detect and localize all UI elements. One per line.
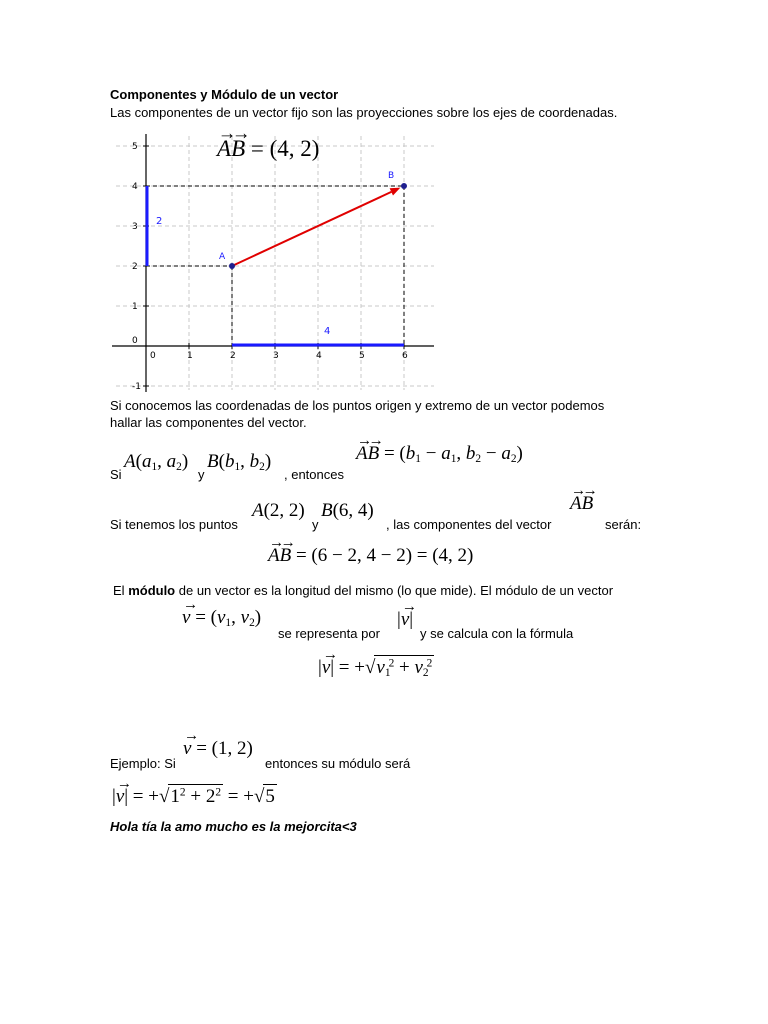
- text-ejemplo-entonces: entonces su módulo será: [265, 756, 411, 771]
- text-modulo-bold: módulo: [128, 583, 176, 598]
- vector-graph: [112, 132, 436, 394]
- text-ejemplo-si: Ejemplo: Si: [110, 756, 176, 771]
- formula-vector-v: → $v = (v_1$, $v_2$): [182, 608, 261, 627]
- text-entonces: , entonces: [284, 467, 344, 482]
- text-y-example: y: [312, 517, 319, 532]
- x-tick-label: 4: [316, 351, 322, 361]
- vector-ab-line: [232, 192, 391, 266]
- x-tick-label: 6: [402, 351, 408, 361]
- formula-point-b-general: $B(b_1$, $b_2$): [207, 451, 272, 473]
- formula-example-v: → v = (1, 2): [183, 739, 253, 758]
- formula-components-example: → A→ B = (6 − 2, 4 − 2) = (4, 2): [268, 546, 473, 565]
- text-se-calcula: y se calcula con la fórmula: [420, 626, 574, 641]
- y-tick-label: 5: [132, 142, 138, 152]
- x-component-label: 4: [324, 326, 331, 337]
- x-tick-label: 0: [150, 351, 156, 361]
- point-b: [401, 183, 407, 189]
- formula-point-a-general: $A(a_1$, $a_2$): [124, 451, 189, 473]
- x-tick-label: 2: [230, 351, 236, 361]
- graph-equation: → A→ B = (4, 2): [217, 137, 319, 160]
- formula-modulus-general: |→ $v| = +√v_1^2 + v_2^2$: [318, 655, 434, 677]
- y-tick-label: -1: [132, 382, 141, 392]
- formula-modulus-example: |→ $v| = +√1^2 + 2^2 = +√5$: [112, 784, 277, 806]
- x-tick-label: 5: [359, 351, 365, 361]
- page-title: Componentes y Módulo de un vector: [110, 87, 339, 102]
- x-tick-label: 1: [187, 351, 193, 361]
- y-tick-label: 4: [132, 182, 138, 192]
- para-coordinates-line2: hallar las componentes del vector.: [110, 415, 307, 430]
- y-tick-label: 0: [132, 336, 138, 346]
- y-tick-label: 2: [132, 262, 138, 272]
- point-a: [229, 263, 235, 269]
- y-tick-label: 3: [132, 222, 138, 232]
- graph-canvas: [112, 132, 436, 394]
- formula-vector-ab: → A→ B: [570, 494, 593, 513]
- text-y-general: y: [198, 467, 205, 482]
- text-modulo-pre: El: [113, 583, 125, 598]
- point-a-label: A: [219, 252, 226, 262]
- intro-text: Las componentes de un vector fijo son las proyecciones sobre los ejes de coordenadas.: [110, 105, 618, 120]
- formula-point-b-example: B(6, 4): [321, 500, 374, 521]
- footer-note: Hola tía la amo mucho es la mejorcita<3: [110, 819, 357, 834]
- vector-ab-arrowhead: [390, 188, 401, 196]
- formula-components-general: → $A\to B = (b_1 - a_1$, $b_2 - a_2$): [356, 444, 523, 463]
- point-b-label: B: [388, 171, 395, 181]
- text-si: Si: [110, 467, 122, 482]
- text-componentes-vector: , las componentes del vector: [386, 517, 552, 532]
- text-se-representa: se representa por: [278, 626, 380, 641]
- y-tick-label: 1: [132, 302, 138, 312]
- formula-notation-modulus: |→ v|: [397, 610, 413, 629]
- text-seran: serán:: [605, 517, 642, 532]
- x-tick-label: 3: [273, 351, 279, 361]
- text-modulo-post: de un vector es la longitud del mismo (lo que mide). El módulo de un vector: [178, 583, 614, 598]
- para-coordinates-line1: Si conocemos las coordenadas de los puntos origen y extremo de un vector podemos: [110, 398, 605, 413]
- text-tenemos-puntos: Si tenemos los puntos: [110, 517, 238, 532]
- y-component-label: 2: [156, 216, 163, 227]
- formula-point-a-example: A(2, 2): [252, 500, 305, 521]
